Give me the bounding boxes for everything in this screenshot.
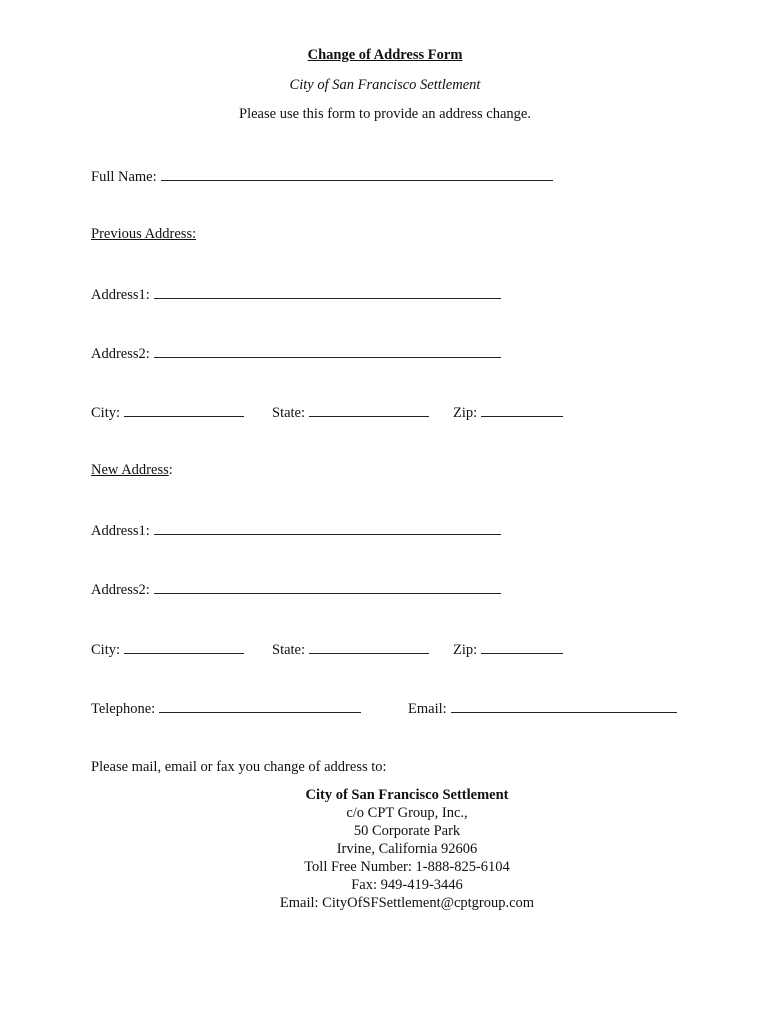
previous-zip-group: [453, 401, 563, 421]
new-address1-label: Address1:: [91, 523, 150, 539]
mailing-address-block: [0, 786, 770, 912]
form-title: Change of Address Form: [307, 47, 463, 63]
new-state-field[interactable]: [309, 638, 429, 654]
previous-city-label: City:: [91, 405, 121, 421]
new-state-label: State:: [272, 642, 306, 658]
care-of-line: c/o CPT Group, Inc.,: [346, 805, 468, 821]
previous-address1-field[interactable]: [154, 283, 501, 299]
mail-instruction: Please mail, email or fax you change of address to:: [91, 759, 387, 775]
fax-line: Fax: 949-419-3446: [351, 877, 463, 893]
previous-address1-row: [91, 283, 501, 303]
previous-address-heading: Previous Address:: [91, 226, 197, 242]
toll-free-line: Toll Free Number: 1-888-825-6104: [304, 859, 510, 875]
new-address1-row: [91, 519, 501, 539]
new-zip-group: [453, 638, 563, 658]
previous-zip-label: Zip:: [453, 405, 478, 421]
previous-address-row: [91, 224, 196, 244]
form-instruction: Please use this form to provide an address change.: [239, 106, 531, 122]
previous-city-field[interactable]: [124, 401, 244, 417]
previous-address2-row: [91, 342, 501, 362]
new-address-row: [91, 460, 173, 480]
email-field[interactable]: [451, 697, 677, 713]
email-group: [408, 697, 677, 717]
email-label: Email:: [408, 701, 447, 717]
telephone-label: Telephone:: [91, 701, 156, 717]
org-name: City of San Francisco Settlement: [305, 787, 509, 803]
telephone-field[interactable]: [159, 697, 361, 713]
new-state-group: [272, 638, 429, 658]
new-city-field[interactable]: [124, 638, 244, 654]
email-line: Email: CityOfSFSettlement@cptgroup.com: [279, 895, 535, 911]
new-address1-field[interactable]: [154, 519, 501, 535]
new-city-label: City:: [91, 642, 121, 658]
city-state-zip-line: Irvine, California 92606: [336, 841, 478, 857]
full-name-label: Full Name:: [91, 169, 157, 185]
previous-state-group: [272, 401, 429, 421]
new-zip-label: Zip:: [453, 642, 478, 658]
full-name-field[interactable]: [161, 165, 553, 181]
previous-state-label: State:: [272, 405, 306, 421]
previous-zip-field[interactable]: [481, 401, 563, 417]
telephone-group: [91, 697, 361, 717]
previous-city-group: [91, 401, 244, 421]
street-line: 50 Corporate Park: [353, 823, 461, 839]
new-city-group: [91, 638, 244, 658]
previous-address1-label: Address1:: [91, 287, 150, 303]
new-zip-field[interactable]: [481, 638, 563, 654]
new-address2-field[interactable]: [154, 578, 501, 594]
new-address2-row: [91, 578, 501, 598]
full-name-row: [91, 165, 553, 185]
new-address-colon: :: [168, 462, 173, 478]
new-address2-label: Address2:: [91, 582, 150, 598]
previous-address2-label: Address2:: [91, 346, 150, 362]
form-subtitle: City of San Francisco Settlement: [289, 77, 481, 93]
previous-state-field[interactable]: [309, 401, 429, 417]
previous-address2-field[interactable]: [154, 342, 501, 358]
new-address-heading: New Address: [91, 462, 169, 478]
